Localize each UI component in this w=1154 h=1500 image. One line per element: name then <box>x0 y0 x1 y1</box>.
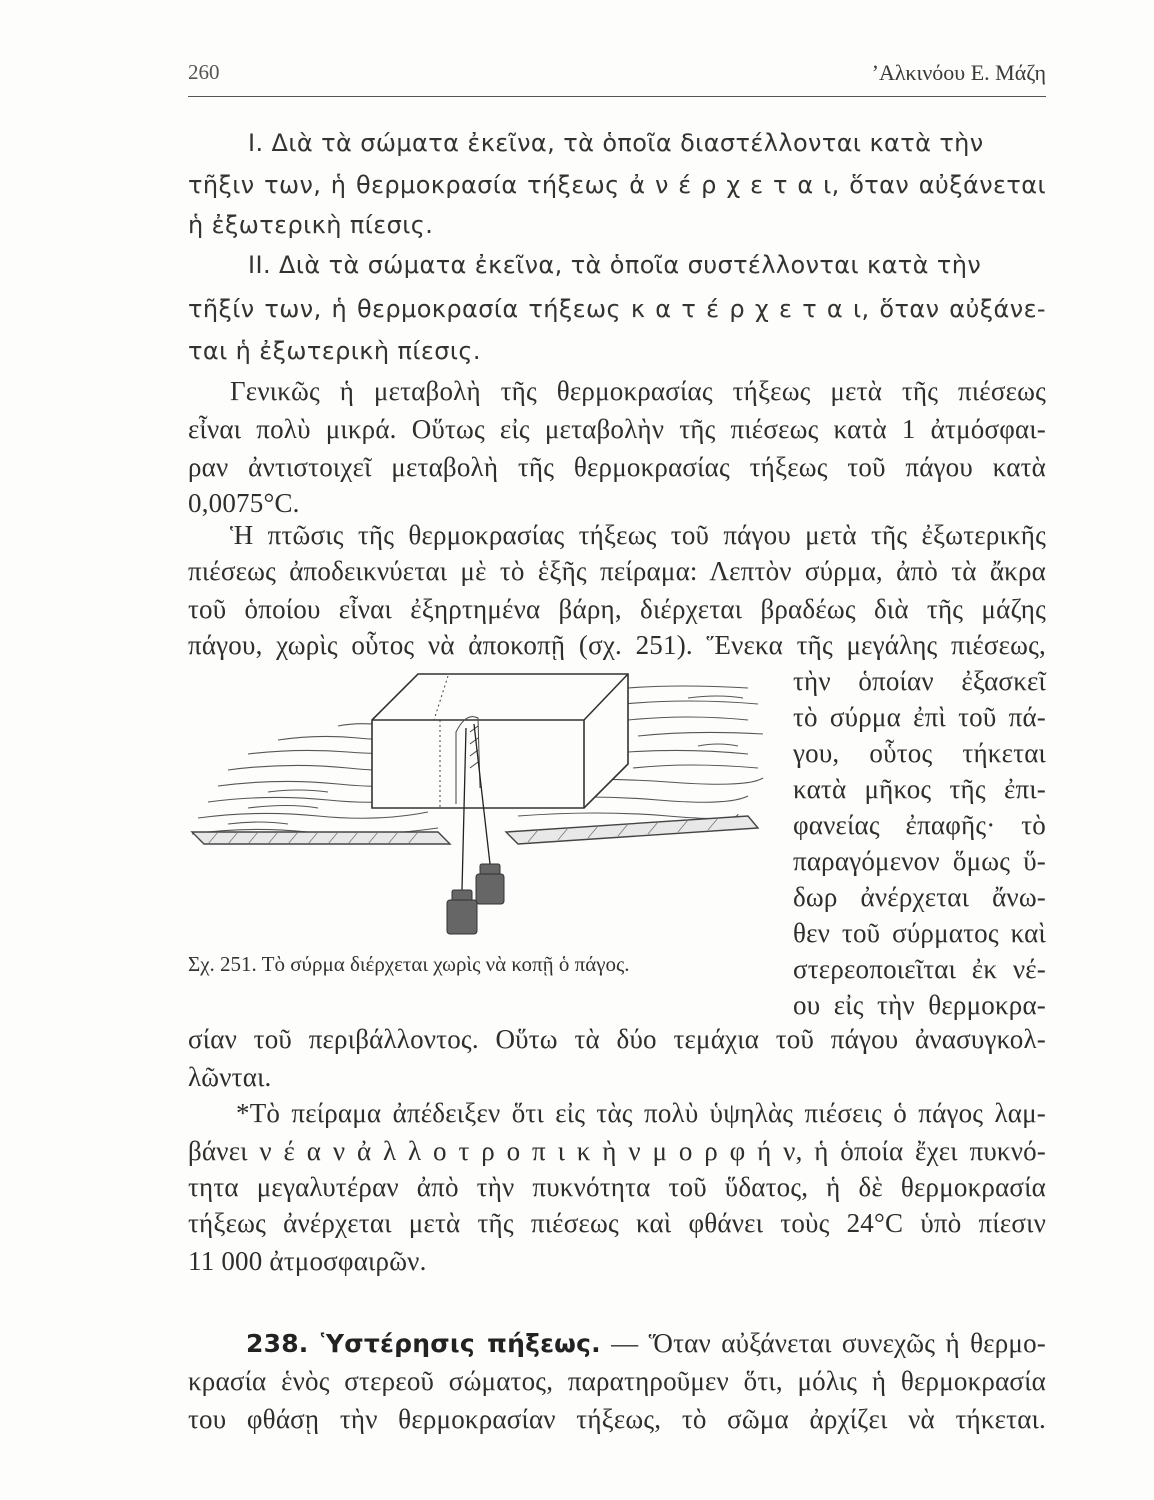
running-head: ’Αλκινόου Ε. Μάζη <box>871 60 1046 85</box>
side-line-2: τὸ σύρμα ἐπὶ τοῦ πά- <box>793 702 1046 732</box>
side-line-7: δωρ ἀνέρχεται ἄνω- <box>793 882 1046 912</box>
section-238-heading: 238. Ὑστέρησις πήξεως. <box>246 1329 601 1358</box>
para-highpressure-line-2: βάνει ν έ α ν ἀ λ λ ο τ ρ ο π ι κ ὴ ν μ ο ρ φ ή ν, ἡ ὁποία ἔχει πυκνό- <box>188 1136 1046 1166</box>
side-line-8: θεν τοῦ σύρματος καὶ <box>793 918 1046 948</box>
para-experiment-line-4: πάγου, χωρὶς οὗτος νὰ ἀποκοπῇ (σχ. 251). Ἕνεκα τῆς μεγάλης πιέσεως, <box>188 630 1046 660</box>
side-line-3: γου, οὗτος τήκεται <box>793 738 1046 768</box>
section-238-line-2: κρασία ἑνὸς στερεοῦ σώματος, παρατηροῦμεν ὅτι, μόλις ἡ θερμοκρασία <box>188 1366 1046 1396</box>
weights <box>447 864 504 934</box>
rule-ii-line-2: τῆξίν των, ἡ θερμοκρασία τήξεως κ α τ έ ρ χ ε τ α ι, ὅταν αὐξάνε- <box>188 295 1046 323</box>
para-experiment-line-3: τοῦ ὁποίου εἶναι ἐξηρτημένα βάρη, διέρχεται βραδέως διὰ τῆς μάζης <box>188 594 1046 624</box>
page-number: 260 <box>188 60 220 84</box>
para-experiment-end-line-2: λῶνται. <box>188 1062 272 1092</box>
para-highpressure-line-1: *Τὸ πείραμα ἀπέδειξεν ὅτι εἰς τὰς πολὺ ὑψηλὰς πιέσεις ὁ πάγος λαμ- <box>236 1098 1046 1128</box>
section-238-line-3: του φθάσῃ τὴν θερμοκρασίαν τήξεως, τὸ σῶμα ἀρχίζει νὰ τήκεται. <box>188 1404 1046 1434</box>
para-experiment-line-1: Ἡ πτῶσις τῆς θερμοκρασίας τήξεως τοῦ πάγου μετὰ τῆς ἐξωτερικῆς <box>230 520 1046 550</box>
side-line-10: ου εἰς τὴν θερμοκρα- <box>793 990 1046 1020</box>
side-line-9: στερεοποιεῖται ἐκ νέ- <box>793 954 1046 984</box>
para-highpressure-line-5: 11 000 ἀτμοσφαιρῶν. <box>188 1246 427 1276</box>
para-general-line-4: 0,0075°C. <box>188 488 300 518</box>
rule-ii-line-3: ται ἡ ἐξωτερικὴ πίεσις. <box>188 337 481 365</box>
para-general-line-2: εἶναι πολὺ μικρά. Οὕτως εἰς μεταβολὴν τῆς πιέσεως κατὰ 1 ἀτμόσφαι- <box>188 414 1046 444</box>
para-experiment-line-2: πιέσεως ἀποδεικνύεται μὲ τὸ ἑξῆς πείραμα: Λεπτὸν σύρμα, ἀπὸ τὰ ἄκρα <box>188 556 1046 586</box>
rule-i-line-1: I. Διὰ τὰ σώματα ἐκεῖνα, τὰ ὁποῖα διαστέλλονται κατὰ τὴν <box>248 129 984 157</box>
side-line-1: τὴν ὁποίαν ἐξασκεῖ <box>793 666 1046 696</box>
rule-i-line-2: τῆξιν των, ἡ θερμοκρασία τήξεως ἀ ν έ ρ χ ε τ α ι, ὅταν αὐξάνεται <box>188 171 1046 199</box>
para-experiment-end-line-1: σίαν τοῦ περιβάλλοντος. Οὕτω τὰ δύο τεμάχια τοῦ πάγου ἀνασυγκολ- <box>188 1024 1046 1054</box>
page-header <box>188 52 1046 97</box>
para-highpressure-line-3: τητα μεγαλυτέραν ἀπὸ τὴν πυκνότητα τοῦ ὕδατος, ἡ δὲ θερμοκρασία <box>188 1172 1046 1202</box>
section-238-line-1 <box>246 1328 1046 1359</box>
side-line-4: κατὰ μῆκος τῆς ἐπι- <box>793 774 1046 804</box>
ice-block <box>372 674 628 808</box>
side-line-5: φανείας ἐπαφῆς· τὸ <box>793 810 1046 840</box>
figure-caption: Σχ. 251. Τὸ σύρμα διέρχεται χωρὶς νὰ κοπῇ ὁ πάγος. <box>188 952 630 976</box>
ice-block-wire-illustration <box>188 668 768 938</box>
para-highpressure-line-4: τήξεως ἀνέρχεται μετὰ τῆς πιέσεως καὶ φθάνει τοὺς 24°C ὑπὸ πίεσιν <box>188 1208 1046 1238</box>
para-general-line-1: Γενικῶς ἡ μεταβολὴ τῆς θερμοκρασίας τήξεως μετὰ τῆς πιέσεως <box>230 376 1046 406</box>
figure-251 <box>188 668 768 938</box>
rule-ii-line-1: II. Διὰ τὰ σώματα ἐκεῖνα, τὰ ὁποῖα συστέλλονται κατὰ τὴν <box>248 251 982 279</box>
para-general-line-3: ραν ἀντιστοιχεῖ μεταβολὴ τῆς θερμοκρασίας τήξεως τοῦ πάγου κατὰ <box>188 452 1046 482</box>
section-238-first-line-rest: — Ὅταν αὐξάνεται συνεχῶς ἡ θερμο- <box>611 1328 1047 1358</box>
rule-i-line-3: ἡ ἐξωτερικὴ πίεσις. <box>188 211 434 239</box>
side-line-6: παραγόμενον ὅμως ὕ- <box>793 846 1046 876</box>
